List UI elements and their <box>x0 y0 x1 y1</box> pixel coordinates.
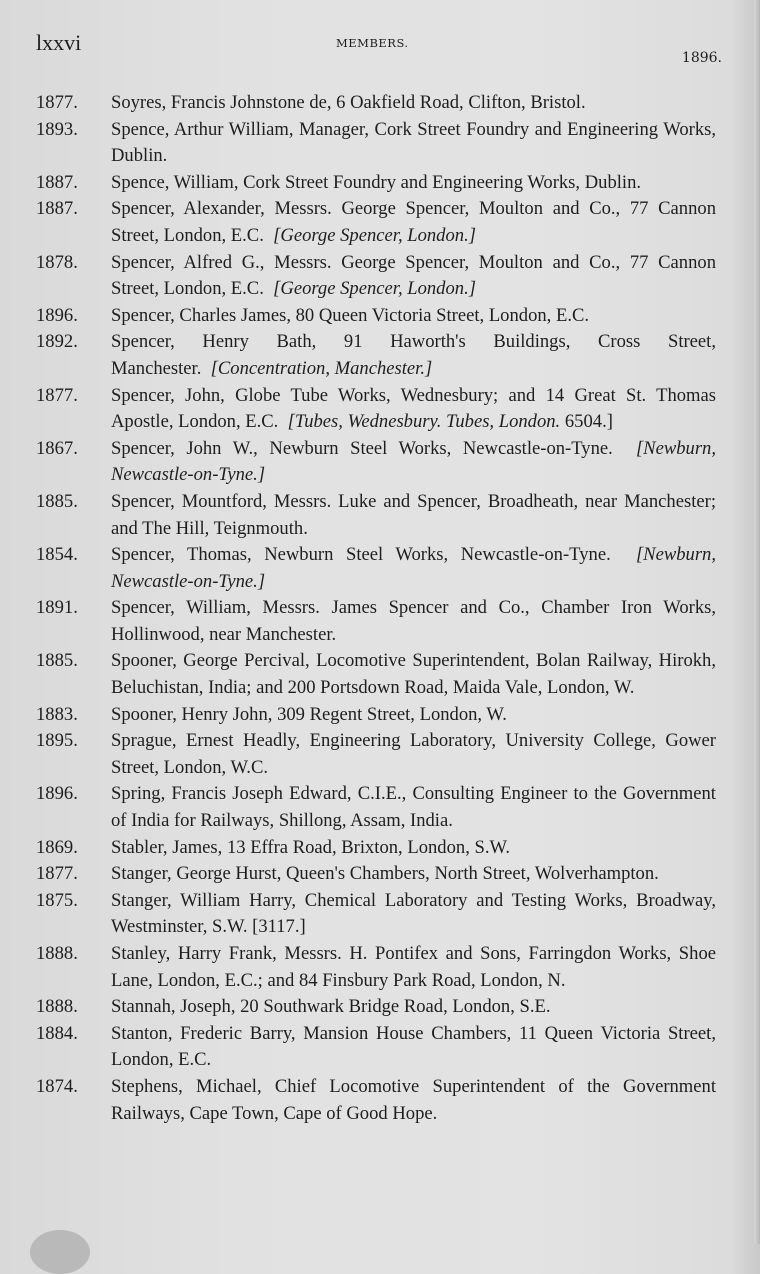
member-details <box>111 329 716 382</box>
entry-line: Stabler, James, 13 Effra Road, Brixton, London, S.W. <box>111 836 510 858</box>
member-entry <box>36 196 716 249</box>
entry-line: Spence, William, Cork Street Foundry and Engineering Works, Dublin. <box>111 171 642 193</box>
member-entry <box>36 383 716 436</box>
thumb-shadow <box>30 1230 90 1274</box>
election-year: 1891. <box>36 597 78 619</box>
member-details <box>111 595 716 648</box>
member-entry <box>36 329 716 382</box>
election-year: 1877. <box>36 92 78 113</box>
member-entry <box>36 728 716 781</box>
member-details <box>111 196 716 249</box>
telegraphic-address: [George Spencer, London.] <box>273 278 476 300</box>
entry-line: Spooner, Henry John, 309 Regent Street, London, W. <box>111 703 507 725</box>
member-entry <box>36 90 716 117</box>
entry-line: Spencer, Alfred G., Messrs. George Spencer, Moulton and Co., 77 Cannon <box>111 251 716 273</box>
entry-line-continued: London, W. <box>547 677 635 699</box>
election-year: 1883. <box>36 703 78 725</box>
member-details <box>111 835 716 862</box>
election-year: 1896. <box>36 783 78 805</box>
entry-line: Stannah, Joseph, 20 Southwark Bridge Road, London, S.E. <box>111 996 551 1018</box>
entry-line: Spencer, Thomas, Newburn Steel Works, Newcastle-on-Tyne. <box>111 544 611 566</box>
member-details <box>111 648 716 701</box>
member-entry <box>36 436 716 489</box>
election-year: 1887. <box>36 171 78 193</box>
member-entry <box>36 595 716 648</box>
member-details <box>111 542 716 595</box>
election-year: 1877. <box>36 863 78 885</box>
entry-line-continued: Government of India for Railways, Shillong, Assam, India. <box>111 783 716 832</box>
entry-line: Sprague, Ernest Headly, Engineering Laboratory, University College, <box>111 730 656 752</box>
election-year: 1874. <box>36 1075 78 1097</box>
member-details <box>111 250 716 303</box>
member-details <box>111 303 716 330</box>
member-details <box>111 436 716 489</box>
running-title: MEMBERS. <box>336 36 409 50</box>
election-year: 1892. <box>36 331 78 353</box>
entry-line-continued: Thomas Apostle, London, E.C. <box>111 384 716 433</box>
entry-line: Spencer, Alexander, Messrs. George Spencer, Moulton and Co., 77 Cannon <box>111 198 716 220</box>
member-entry <box>36 542 716 595</box>
member-details <box>111 489 716 542</box>
member-entry <box>36 781 716 834</box>
member-details <box>111 117 716 170</box>
member-details <box>111 383 716 436</box>
election-year: 1854. <box>36 544 78 566</box>
election-year: 1895. <box>36 730 78 752</box>
member-details <box>111 888 716 941</box>
member-entry <box>36 941 716 994</box>
member-entry <box>36 702 716 729</box>
entry-line: Spencer, Charles James, 80 Queen Victoria Street, London, E.C. <box>111 304 590 326</box>
election-year: 1869. <box>36 836 78 858</box>
entry-line: Stanley, Harry Frank, Messrs. H. Pontifex and Sons, Farringdon <box>111 943 612 964</box>
entry-line-continued: Gower Street, London, W.C. <box>111 730 716 778</box>
member-entry <box>36 994 716 1021</box>
election-year: 1875. <box>36 889 78 911</box>
member-entry <box>36 888 716 941</box>
election-year: 1867. <box>36 437 78 459</box>
member-entry <box>36 1021 716 1074</box>
entry-line: Stanger, George Hurst, Queen's Chambers, North Street, Wolverhampton. <box>111 863 659 885</box>
entry-line-continued: London, N. <box>480 969 566 991</box>
member-entry <box>36 489 716 542</box>
member-details <box>111 994 716 1021</box>
entry-line: Soyres, Francis Johnstone de, 6 Oakfield Road, Clifton, Bristol. <box>111 92 586 113</box>
election-year: 1888. <box>36 996 78 1018</box>
election-year: 1877. <box>36 384 78 406</box>
member-entry <box>36 1074 716 1127</box>
member-entry <box>36 170 716 197</box>
entry-line-continued: Street, London, E.C. <box>111 278 264 300</box>
entry-line-continued: Hirokh, Beluchistan, India; and 200 Portsdown Road, Maida Vale, <box>111 650 716 699</box>
entry-line: Spencer, John W., Newburn Steel Works, Newcastle-on-Tyne. <box>111 437 613 459</box>
entry-line-continued: Manchester; and The Hill, Teignmouth. <box>111 490 716 539</box>
member-details <box>111 1021 716 1074</box>
member-details <box>111 941 716 994</box>
entry-line-continued: Broadway, Westminster, S.W. [3117.] <box>111 889 716 938</box>
entry-line: Spring, Francis Joseph Edward, C.I.E., Consulting Engineer to the <box>111 783 617 805</box>
member-details <box>111 781 716 834</box>
member-entry <box>36 861 716 888</box>
telegraphic-address: [Tubes, Wednesbury. Tubes, London. <box>287 411 561 433</box>
member-entry <box>36 648 716 701</box>
election-year: 1878. <box>36 251 78 273</box>
entry-line: Spencer, Mountford, Messrs. Luke and Spencer, Broadheath, near <box>111 490 618 512</box>
election-year: 1887. <box>36 198 78 220</box>
member-entry <box>36 303 716 330</box>
election-year: 1896. <box>36 304 78 326</box>
member-entry <box>36 250 716 303</box>
entry-line-continued: Railways, Cape Town, Cape of Good Hope. <box>111 1102 438 1124</box>
entry-line-continued: Hollinwood, near Manchester. <box>111 623 337 645</box>
member-details <box>111 702 716 729</box>
member-details <box>111 861 716 888</box>
entry-line-continued: Street, London, E.C. <box>111 1022 716 1071</box>
election-year: 1884. <box>36 1022 78 1044</box>
entry-line-continued: Works, Shoe Lane, London, E.C.; and 84 Finsbury Park Road, <box>111 943 716 991</box>
entry-line-continued: 6504.] <box>564 411 613 433</box>
page-edge <box>754 0 760 1244</box>
member-details <box>111 728 716 781</box>
election-year: 1885. <box>36 490 78 512</box>
entry-line-continued: Works, Dublin. <box>111 118 716 167</box>
entry-line: Stanton, Frederic Barry, Mansion House Chambers, 11 Queen Victoria <box>111 1022 661 1044</box>
entry-line: Stanger, William Harry, Chemical Laboratory and Testing Works, <box>111 889 628 911</box>
telegraphic-address: [Newburn, Newcastle-on-Tyne.] <box>111 544 717 592</box>
entry-line: Spencer, William, Messrs. James Spencer and Co., Chamber Iron Works, <box>111 597 716 619</box>
header-year: 1896. <box>681 50 722 66</box>
member-details <box>111 170 716 197</box>
member-details <box>111 1074 716 1127</box>
member-entry <box>36 117 716 170</box>
election-year: 1888. <box>36 943 78 964</box>
entry-line: Spence, Arthur William, Manager, Cork Street Foundry and Engineering <box>111 118 659 140</box>
entry-line: Spooner, George Percival, Locomotive Superintendent, Bolan Railway, <box>111 650 653 672</box>
entry-line-continued: Street, London, E.C. <box>111 224 264 246</box>
telegraphic-address: [George Spencer, London.] <box>273 224 476 246</box>
member-details <box>111 90 716 117</box>
entry-line: Spencer, John, Globe Tube Works, Wednesbury; and 14 Great St. <box>111 384 647 406</box>
page-header <box>36 30 722 66</box>
page-number: lxxvi <box>36 30 82 55</box>
member-list <box>36 90 716 1127</box>
member-entry <box>36 835 716 862</box>
entry-line: Stephens, Michael, Chief Locomotive Superintendent of the Government <box>111 1075 716 1097</box>
election-year: 1893. <box>36 118 78 140</box>
telegraphic-address: [Concentration, Manchester.] <box>210 357 433 379</box>
entry-line: Spencer, Henry Bath, 91 Haworth's Buildings, Cross Street, Manchester. <box>111 331 716 379</box>
election-year: 1885. <box>36 650 78 672</box>
telegraphic-address: [Newburn, Newcastle-on-Tyne.] <box>111 437 717 486</box>
